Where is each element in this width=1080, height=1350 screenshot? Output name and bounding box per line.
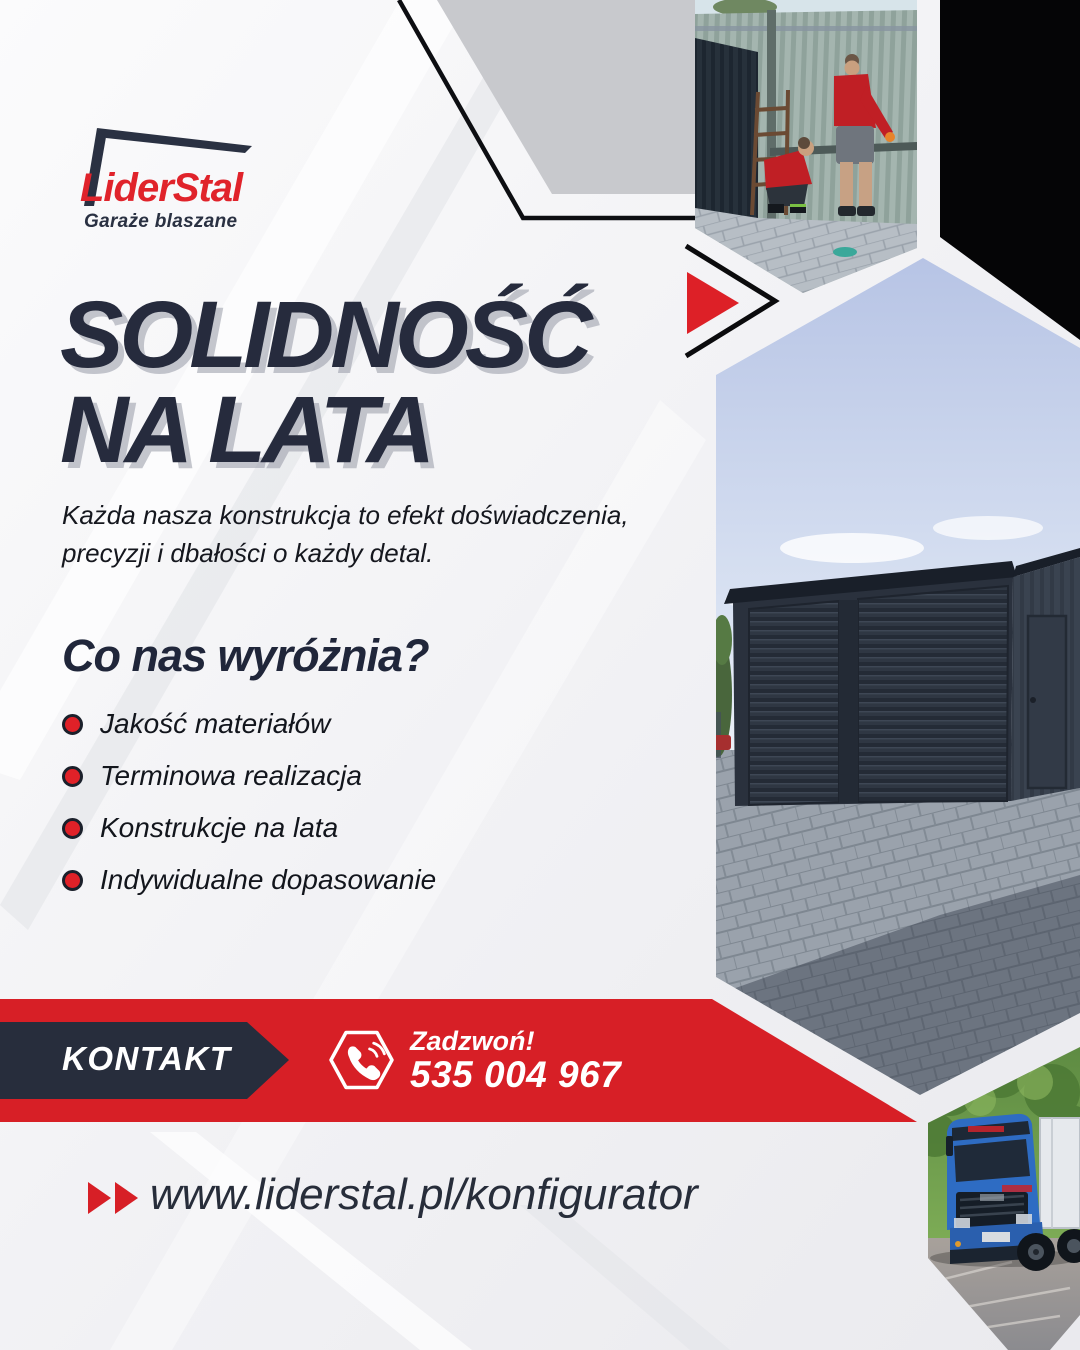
- intro-line2: precyzji i dbałości o każdy detal.: [62, 538, 434, 568]
- garage-roller-door: [749, 601, 839, 805]
- bullet-icon: [62, 766, 83, 787]
- feature-item: [62, 706, 330, 742]
- bullet-icon: [62, 870, 83, 891]
- intro-text: [62, 496, 629, 572]
- truck: [946, 1114, 1080, 1271]
- features-heading: Co nas wyróżnia?: [62, 630, 429, 681]
- brand-tagline: Garaże blaszane: [84, 211, 238, 232]
- truck-container: [1040, 1118, 1080, 1228]
- feature-item: [62, 758, 362, 794]
- headline-line1: SOLIDNOŚĆ: [60, 282, 589, 388]
- brand-name: LiderStal: [80, 166, 243, 210]
- page-title: [60, 282, 589, 483]
- feature-item: [62, 862, 436, 898]
- garage-building: [724, 548, 1080, 806]
- intro-line1: Każda nasza konstrukcja to efekt doświadczenia,: [62, 500, 629, 530]
- feature-label: Terminowa realizacja: [100, 760, 362, 791]
- bullet-icon: [62, 714, 83, 735]
- headline-line2: NA LATA: [60, 377, 432, 483]
- garage-roller-door: [858, 586, 1008, 802]
- website-url[interactable]: www.liderstal.pl/konfigurator: [150, 1170, 698, 1219]
- feature-label: Konstrukcje na lata: [100, 812, 339, 843]
- feature-label: Indywidualne dopasowanie: [100, 864, 437, 895]
- phone-number[interactable]: 535 004 967: [410, 1054, 622, 1095]
- call-cta-label: Zadzwoń!: [410, 1026, 535, 1056]
- kontakt-label: KONTAKT: [62, 1040, 232, 1077]
- feature-item: [62, 810, 338, 846]
- bullet-icon: [62, 818, 83, 839]
- garage-photo: [704, 258, 1080, 1100]
- feature-label: Jakość materiałów: [100, 708, 331, 739]
